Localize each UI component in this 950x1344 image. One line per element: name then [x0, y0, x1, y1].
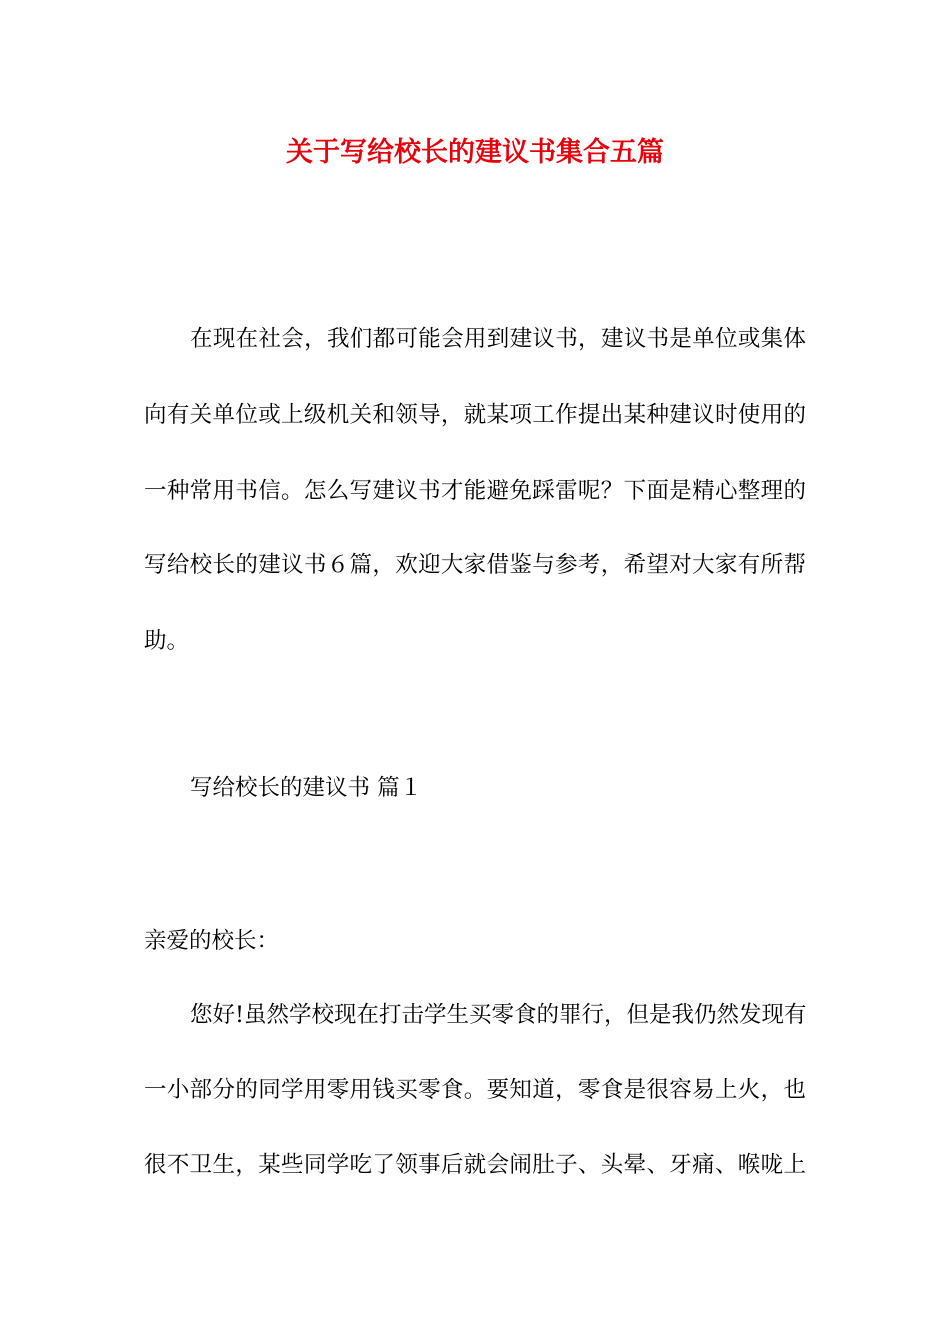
body-line: 很不卫生，某些同学吃了领事后就会闹肚子、头晕、牙痛、喉咙上 [144, 1152, 806, 1178]
letter-salutation: 亲爱的校长： [144, 928, 280, 954]
document-title: 关于写给校长的建议书集合五篇 [286, 137, 664, 168]
intro-line: 向有关单位或上级机关和领导，就某项工作提出某种建议时使用的 [144, 402, 806, 428]
intro-line: 一种常用书信。怎么写建议书才能避免踩雷呢？下面是精心整理的 [144, 478, 806, 504]
intro-line: 写给校长的建议书６篇，欢迎大家借鉴与参考，希望对大家有所帮 [144, 552, 806, 578]
intro-line: 在现在社会，我们都可能会用到建议书，建议书是单位或集体 [190, 326, 806, 352]
intro-line: 助。 [144, 628, 190, 654]
body-line: 一小部分的同学用零用钱买零食。要知道，零食是很容易上火，也 [144, 1077, 806, 1103]
section-heading: 写给校长的建议书 篇１ [190, 775, 423, 801]
body-line: 您好!虽然学校现在打击学生买零食的罪行，但是我仍然发现有 [190, 1002, 807, 1028]
